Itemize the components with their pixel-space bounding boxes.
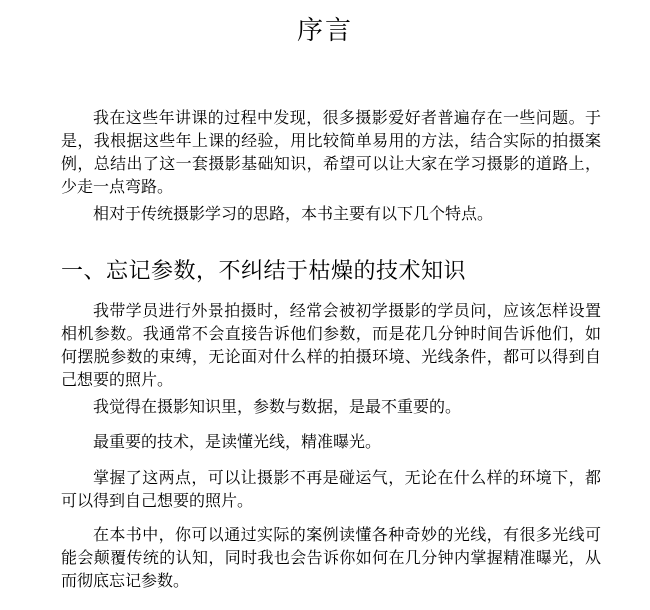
intro-paragraph: 我在这些年讲课的过程中发现，很多摄影爱好者普遍存在一些问题。于是，我根据这些年上课的经验，用比较简单易用的方法，结合实际的拍摄案例，总结出了这一套摄影基础知识，希望可以让大家在学习摄影的道路上，少走一点弯路。 <box>61 108 601 196</box>
section-paragraph: 在本书中，你可以通过实际的案例读懂各种奇妙的光线，有很多光线可能会颠覆传统的认知，同时我也会告诉你如何在几分钟内掌握精准曝光，从而彻底忘记参数。 <box>61 525 601 590</box>
section-paragraph: 我带学员进行外景拍摄时，经常会被初学摄影的学员问，应该怎样设置相机参数。我通常不会直接告诉他们参数，而是花几分钟时间告诉他们，如何摆脱参数的束缚，无论面对什么样的拍摄环境、光线条件，都可以得到自己想要的照片。 <box>61 301 601 389</box>
section-paragraph: 我觉得在摄影知识里，参数与数据，是最不重要的。 <box>93 397 462 416</box>
intro-paragraph: 相对于传统摄影学习的思路，本书主要有以下几个特点。 <box>93 204 494 223</box>
section-paragraph: 掌握了这两点，可以让摄影不再是碰运气，无论在什么样的环境下，都可以得到自己想要的照片。 <box>61 468 601 510</box>
section-paragraph: 最重要的技术，是读懂光线，精准曝光。 <box>93 432 382 451</box>
section-heading: 一、忘记参数，不纠结于枯燥的技术知识 <box>61 259 467 284</box>
page-title: 序言 <box>296 16 353 46</box>
